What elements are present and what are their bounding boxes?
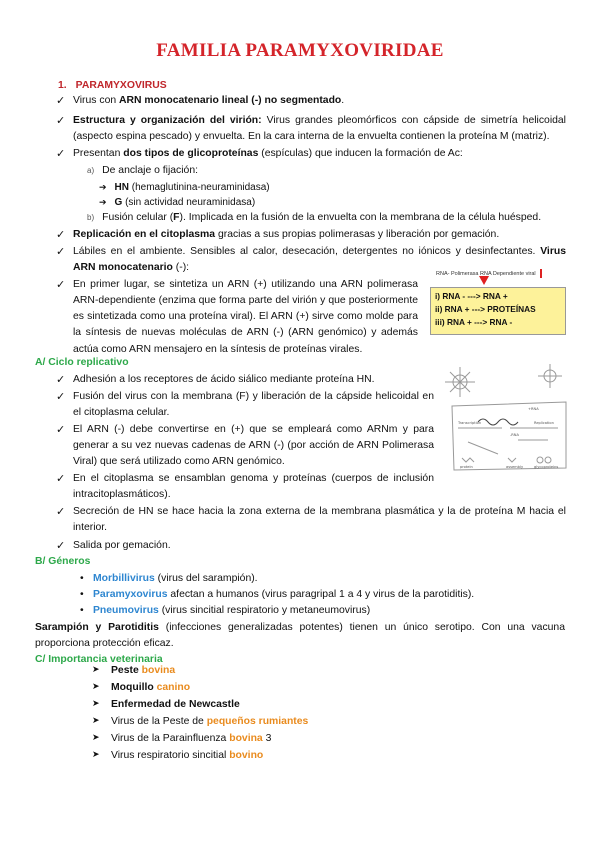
check-icon: ✓: [56, 246, 66, 258]
bullet-icon: •: [80, 573, 84, 584]
text: 3: [262, 733, 272, 744]
text-bold: dos tipos de glicoproteínas: [123, 148, 259, 159]
text-bold: F: [173, 212, 180, 223]
sub-label: a): [87, 166, 95, 175]
text: ). Implicada en la fusión de la envuelta con la membrana de la célula huésped.: [179, 212, 542, 223]
highlight-text: pequeños rumiantes: [206, 716, 309, 727]
check-icon: ✓: [56, 229, 66, 241]
checklist-item: [56, 422, 434, 470]
section-number: 1.: [58, 80, 67, 91]
checklist-item: [56, 146, 566, 162]
arrowhead-icon: ➤: [92, 715, 100, 725]
sub-item-b: [87, 210, 541, 226]
list-item: [92, 714, 308, 730]
checklist-item: [56, 372, 436, 388]
caption-text: RNA- Polimerasa RNA Dependiente viral: [436, 270, 536, 277]
check-icon: ✓: [56, 473, 66, 485]
text: (virus del sarampión).: [154, 573, 258, 584]
text: (infecciones generalizadas potentes) tienen un único serotipo. Con una vacuna proporciona protección eficaz.: [35, 622, 565, 650]
cell-membrane: [452, 402, 566, 470]
section-c-heading: C/ Importancia veterinaria: [35, 654, 163, 665]
rna-helix: [478, 419, 518, 425]
text-bold: ARN monocatenario lineal (-) no segmentado: [119, 95, 342, 106]
section-a-heading: A/ Ciclo replicativo: [35, 357, 129, 368]
protein-mark: [462, 458, 474, 462]
text-bold: Virus ARN monocatenario: [73, 246, 566, 274]
section-b-heading: B/ Géneros: [35, 556, 91, 567]
highlight-text: bovina: [141, 665, 176, 676]
genus-name: Pneumovirus: [93, 605, 159, 616]
check-icon: ✓: [56, 148, 66, 160]
check-icon: ✓: [56, 279, 66, 291]
arrowhead-icon: ➤: [92, 749, 100, 759]
check-icon: ✓: [56, 540, 66, 552]
checklist-item: [56, 227, 566, 243]
diagram-label: glycoproteins: [534, 465, 559, 469]
highlight-text: bovina: [229, 733, 263, 744]
text: Virus respiratorio sincitial: [111, 750, 230, 761]
text: (sin actividad neuraminidasa): [122, 197, 256, 208]
diagram-label: Transcription: [458, 421, 482, 425]
text: (-):: [172, 262, 190, 274]
diagram-label: protein: [460, 465, 473, 469]
text-bold: G: [114, 197, 123, 208]
text-bold: Peste: [111, 665, 142, 676]
arrow-icon: ➔: [99, 197, 107, 207]
text: Lábiles en el ambiente. Sensibles al calor, desecación, detergentes no iónicos y desinfectantes.: [73, 246, 541, 257]
check-icon: ✓: [56, 95, 66, 107]
text: Virus con: [73, 95, 120, 106]
check-icon: ✓: [56, 115, 66, 127]
check-icon: ✓: [56, 391, 66, 403]
diagram-label: -RNA: [510, 433, 519, 437]
sub-arrow-item: [99, 180, 270, 196]
checklist-item: [56, 504, 566, 536]
sub-item-a: [87, 163, 198, 179]
highlight-text: bovino: [229, 750, 264, 761]
text: Adhesión a los receptores de ácido siálico mediante proteína HN.: [73, 374, 375, 385]
list-item: [92, 748, 263, 764]
assembly-mark: [508, 458, 516, 462]
check-icon: ✓: [56, 424, 66, 436]
caption-marker: [540, 269, 542, 278]
arrow-line: [468, 442, 498, 454]
text-bold: Estructura y organización del virión:: [73, 115, 262, 126]
highlight-text: canino: [156, 682, 191, 693]
text: Presentan: [73, 148, 124, 159]
checklist-item: [56, 538, 566, 554]
genus-name: Paramyxovirus: [93, 589, 168, 600]
text: Secreción de HN se hace hacia la zona externa de la membrana plasmática y la de proteína M hacia el interior.: [73, 506, 566, 534]
arrow-icon: ➔: [99, 182, 107, 192]
list-item: [80, 603, 370, 619]
text: (virus sincitial respiratorio y metaneumovirus): [158, 605, 371, 616]
box-line: iii) RNA + ---> RNA -: [435, 317, 513, 327]
arrowhead-icon: ➤: [92, 698, 100, 708]
text: Fusión del virus con la membrana (F) y liberación de la cápside helicoidal en el citoplasma celular.: [73, 391, 434, 419]
check-icon: ✓: [56, 374, 66, 386]
glycoprotein-mark: [545, 457, 551, 463]
checklist-item: [56, 93, 566, 109]
text: gracias a sus propias polimerasas y liberación por gemación.: [215, 229, 500, 240]
text: (espículas) que inducen la formación de Ac:: [258, 148, 463, 159]
text: Virus grandes pleomórficos con cápside de simetría helicoidal (aspecto espina pescado) y envuelta. En la cara interna de la envuelta contienen la proteína M (matriz).: [73, 115, 566, 143]
list-item: [92, 697, 240, 713]
check-icon: ✓: [56, 506, 66, 518]
diagram-label: +RNA: [528, 407, 539, 411]
section-label: PARAMYXOVIRUS: [75, 80, 167, 91]
page-title: FAMILIA PARAMYXOVIRIDAE: [156, 40, 444, 61]
list-item: [92, 731, 271, 747]
text: De anclaje o fijación:: [102, 165, 199, 176]
text: Fusión celular (: [102, 212, 174, 223]
replication-diagram: [438, 362, 572, 480]
text: Virus de la Parainfluenza: [111, 733, 230, 744]
sub-arrow-item: [99, 195, 255, 211]
text: En primer lugar, se sintetiza un ARN (+) utilizando una ARN polimerasa ARN-dependiente (enzima que forma parte del virión y que posteriormente es sintetizada como una proteína viral). El ARN (+) sirve como molde para la síntesis de nuevas moléculas de ARN (-) (ARN genómico) y además actúa como ARN mensajero en la síntesis de proteínas virales.: [73, 279, 418, 355]
checklist-item: [56, 389, 434, 421]
text: El ARN (-) debe convertirse en (+) que se empleará como ARNm y para generar a su vez nuevas cadenas de ARN (-) (por acción de ARN Polimerasa Viral) que será utilizado como ARN genómico.: [73, 424, 434, 468]
text-bold: Enfermedad de Newcastle: [111, 699, 240, 710]
text: (hemaglutinina-neuraminidasa): [129, 182, 270, 193]
text: afectan a humanos (virus paragripal 1 a 4 y virus de la parotiditis).: [167, 589, 475, 600]
arrowhead-icon: ➤: [92, 681, 100, 691]
checklist-item: [56, 277, 418, 358]
list-item: [80, 587, 474, 603]
arrowhead-icon: ➤: [92, 732, 100, 742]
checklist-item: [56, 113, 566, 145]
paragraph: [35, 620, 565, 652]
genus-name: Morbillivirus: [93, 573, 155, 584]
bullet-icon: •: [80, 589, 84, 600]
section-1-heading: [58, 78, 167, 94]
diagram-label: assembly: [506, 465, 524, 469]
list-item: [92, 680, 190, 696]
bullet-icon: •: [80, 605, 84, 616]
replication-box: [430, 287, 566, 335]
text-bold: Moquillo: [111, 682, 157, 693]
text: En el citoplasma se ensamblan genoma y proteínas (cuerpos de inclusión intracitoplasmáticos).: [73, 473, 434, 501]
list-item: [92, 663, 175, 679]
text: Virus de la Peste de: [111, 716, 207, 727]
text-bold: Replicación en el citoplasma: [73, 229, 216, 240]
text-bold: HN: [114, 182, 129, 193]
arrowhead-icon: ➤: [92, 664, 100, 674]
red-arrow-icon: [479, 276, 489, 285]
glycoprotein-mark: [537, 457, 543, 463]
text-bold: Sarampión y Parotiditis: [35, 622, 159, 633]
diagram-label: Replication: [534, 421, 554, 425]
box-line: i) RNA - ---> RNA +: [435, 291, 508, 301]
box-line: ii) RNA + ---> PROTEÍNAS: [435, 304, 536, 314]
list-item: [80, 571, 258, 587]
sub-label: b): [87, 213, 95, 222]
text: .: [341, 95, 345, 106]
checklist-item: [56, 471, 434, 503]
text: Salida por gemación.: [73, 540, 171, 551]
